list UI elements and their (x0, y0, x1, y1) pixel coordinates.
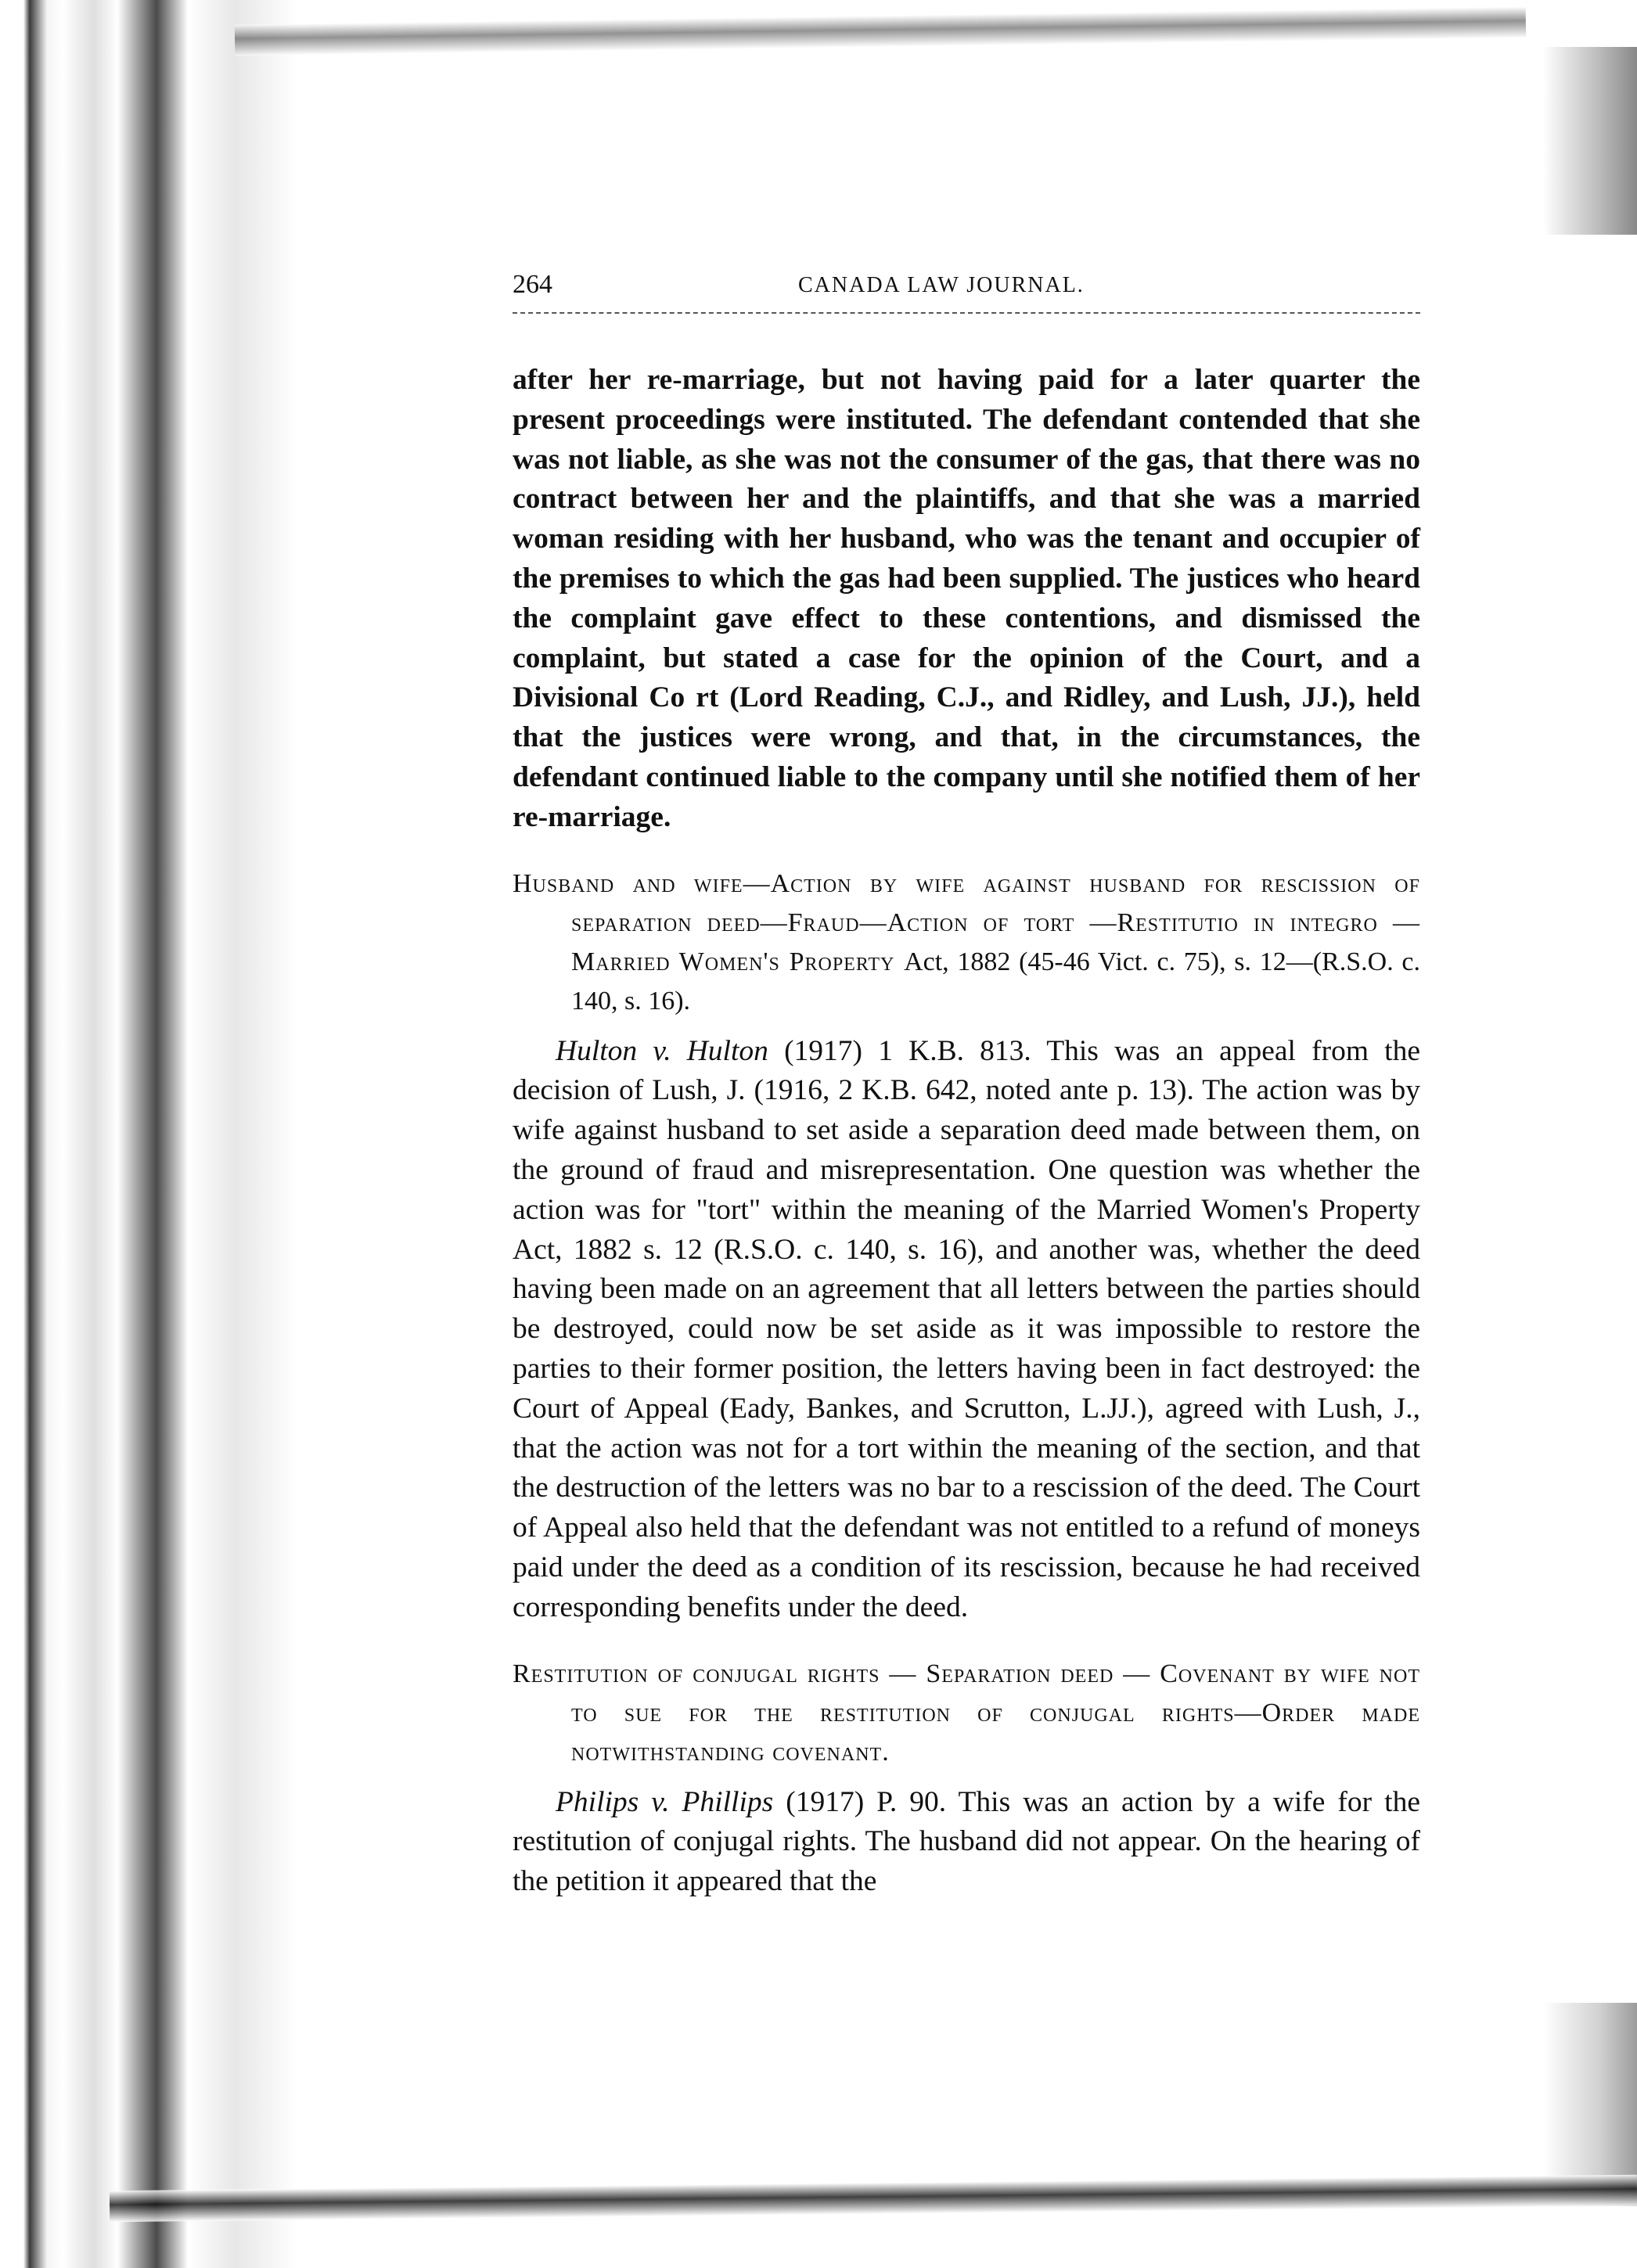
heading-statute: Act, 1882 (45-46 Vict. c. 75), s. 12—(R.S.O. c. 140, s. 16). (571, 947, 1420, 1015)
case-name-phillips: Philips v. Phillips (556, 1785, 774, 1818)
section-heading-husband-and-wife (513, 864, 1420, 1021)
scan-right-edge (1543, 47, 1637, 235)
scan-left-edge (0, 0, 329, 2268)
case-name-hulton: Hulton v. Hulton (556, 1034, 768, 1067)
page-header (513, 270, 1420, 314)
scan-bottom-edge (110, 2175, 1637, 2222)
paragraph-continued: after her re-marriage, but not having paid for a later quarter the present proceedings were instituted. The defendant contended that she was not liable, as she was not the consumer of the gas, that there was no contract between her and the plaintiffs, and that she was a married woman residing with her husband, who was the tenant and occupier of the premises to which the gas had been supplied. The justices who heard the complaint gave effect to these contentions, and dismissed the complaint, but stated a case for the opinion of the Court, and a Divisional Co rt (Lord Reading, C.J., and Ridley, and Lush, JJ.), held that the justices were wrong, and that, in the circumstances, the defendant continued liable to the company until she notified them of her re-marriage. (513, 364, 1420, 833)
page-body (513, 361, 1420, 1902)
paragraph-phillips (513, 1783, 1420, 1902)
scan-top-edge (235, 6, 1526, 56)
journal-page (513, 270, 1420, 1902)
section-heading-restitution (513, 1655, 1420, 1772)
paragraph-hulton-text: (1917) 1 K.B. 813. This was an appeal from the decision of Lush, J. (1916, 2 K.B. 642, noted ante p. 13). The action was by wife against husband to set aside a separation deed made between them, on the ground of fraud and misrepresentation. One question was whether the action was for "tort" within the meaning of the Married Women's Property Act, 1882 s. 12 (R.S.O. c. 140, s. 16), and another was, whether the deed having been made on an agreement that all letters between the parties should be destroyed, could now be set aside as it was impossible to restore the parties to their former position, the letters having been in fact destroyed: the Court of Appeal (Eady, Bankes, and Scrutton, L.JJ.), agreed with Lush, J., that the action was not for a tort within the meaning of the section, and that the destruction of the letters was no bar to a rescission of the deed. The Court of Appeal also held that the defendant was not entitled to a refund of moneys paid under the deed as a condition of its rescission, because he had received corresponding benefits under the deed. (513, 1034, 1420, 1623)
paragraph-hulton (513, 1032, 1420, 1628)
running-title: CANADA LAW JOURNAL. (798, 273, 1085, 297)
heading-text: Husband and wife—Action by wife against husband for rescission of separation deed—Fraud—Action of tort —Restitutio in integro — Married Women's Property (513, 868, 1420, 976)
page-number: 264 (513, 270, 552, 299)
paragraph-phillips-text: (1917) P. 90. This was an action by a wife for the restitution of conjugal rights. The husband did not appear. On the hearing of the petition it appeared that the (513, 1785, 1420, 1898)
heading-text: Restitution of conjugal rights — Separation deed — Covenant by wife not to sue for the restitution of conjugal rights—Order made notwithstanding covenant. (513, 1659, 1420, 1767)
